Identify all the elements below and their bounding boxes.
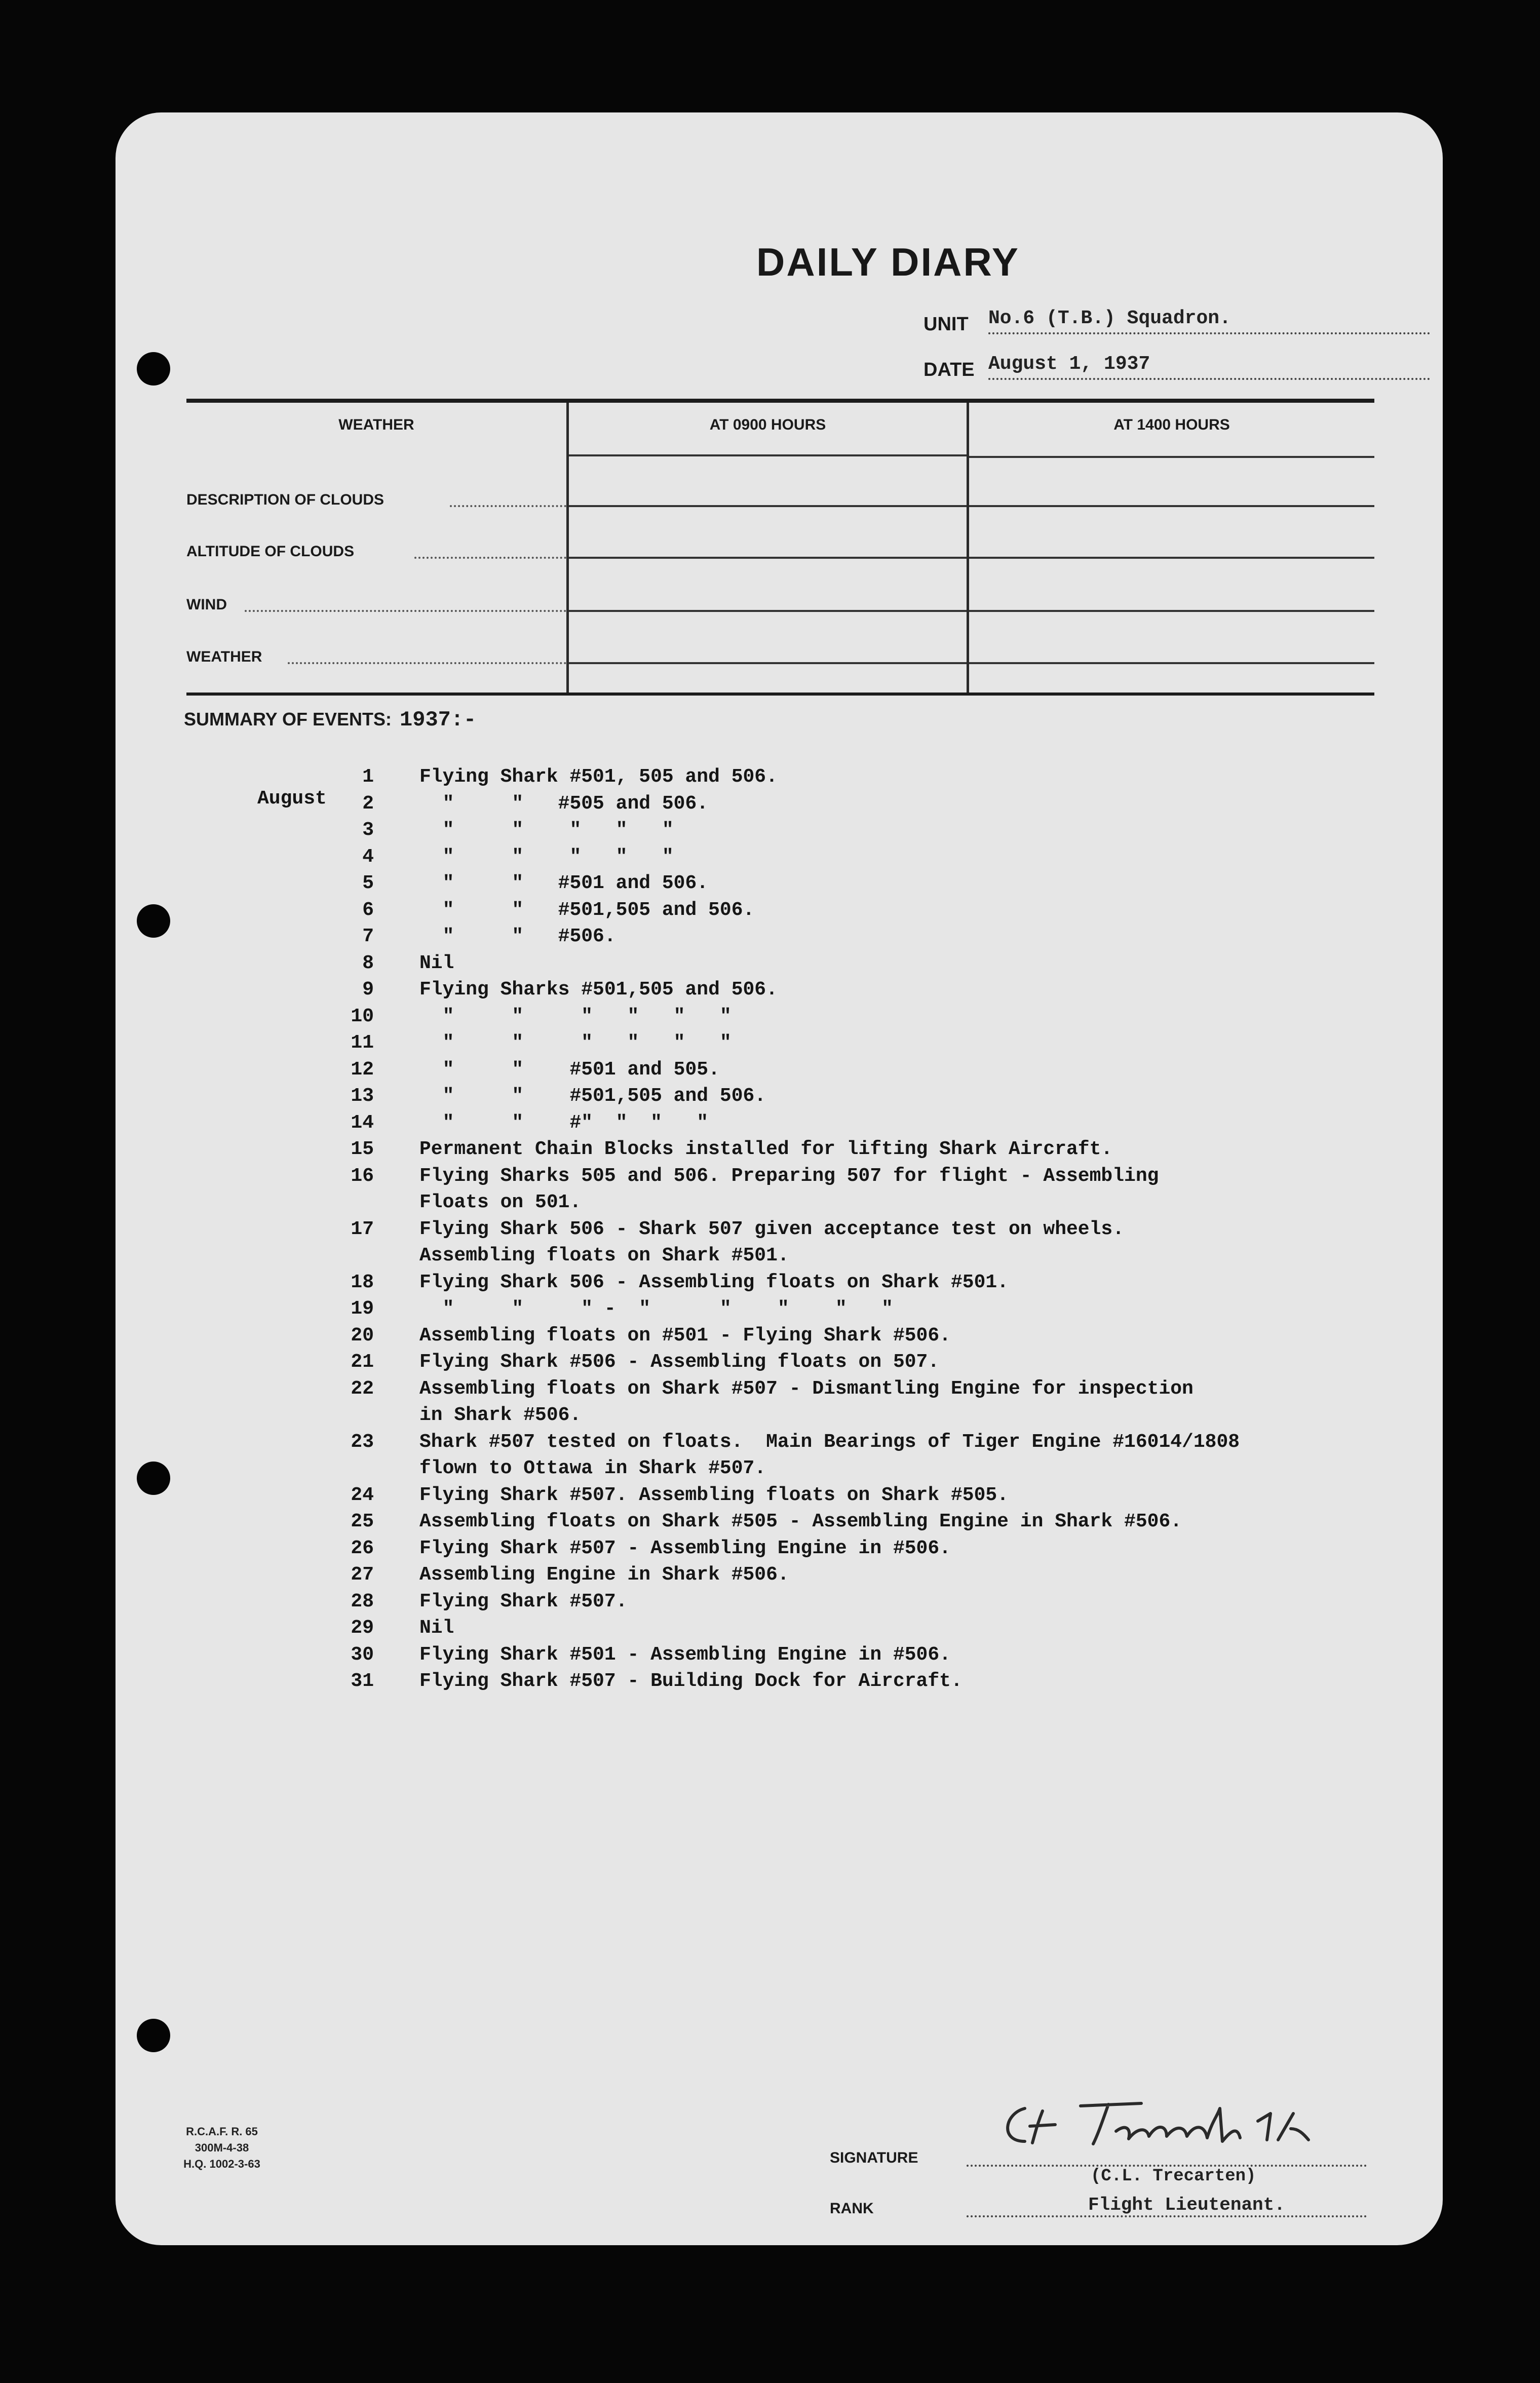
event-day: 18 [351, 1271, 374, 1293]
event-text: " " " " " " [419, 1032, 732, 1054]
weather-row-label: WIND [186, 596, 227, 613]
event-day: 15 [351, 1138, 374, 1160]
date-dotted-line [988, 378, 1430, 380]
dotted-line [414, 557, 566, 559]
summary-label: SUMMARY OF EVENTS: [184, 709, 392, 729]
summary-year: 1937:- [400, 708, 477, 732]
diary-page [115, 112, 1443, 2245]
event-text: Flying Shark #507 - Building Dock for Aircraft. [419, 1670, 962, 1692]
date-label: DATE [923, 359, 975, 380]
dotted-line [450, 505, 566, 507]
event-text: " " #" " " " [419, 1111, 709, 1134]
page-title: DAILY DIARY [756, 240, 1020, 284]
event-text: Flying Shark 506 - Shark 507 given acceptance test on wheels. [419, 1218, 1125, 1240]
event-day: 12 [351, 1058, 374, 1081]
weather-row-label: DESCRIPTION OF CLOUDS [186, 491, 384, 508]
event-day: 6 [362, 899, 374, 921]
date-value: August 1, 1937 [988, 353, 1150, 375]
event-text: Assembling floats on Shark #501. [419, 1245, 789, 1266]
rank-label: RANK [830, 2200, 874, 2217]
form-number-line: R.C.A.F. R. 65 [186, 2125, 258, 2138]
col-1400-header: AT 1400 HOURS [1113, 416, 1230, 433]
typed-name: (C.L. Trecarten) [1091, 2167, 1256, 2186]
event-text: Floats on 501. [419, 1191, 582, 1213]
event-day: 11 [351, 1032, 374, 1054]
event-day: 3 [362, 819, 374, 841]
event-text: " " " " " [419, 845, 674, 868]
event-text: in Shark #506. [419, 1404, 582, 1426]
rank-dotted-line [967, 2215, 1367, 2217]
dotted-line [288, 662, 566, 664]
event-text: Flying Sharks 505 and 506. Preparing 507 for flight - Assembling [419, 1165, 1159, 1187]
event-text: " " #501,505 and 506. [419, 1085, 766, 1107]
event-day: 30 [351, 1643, 374, 1666]
event-day: 25 [351, 1511, 374, 1532]
row-line [569, 662, 967, 664]
punch-hole [137, 352, 170, 386]
unit-dotted-line [988, 332, 1430, 334]
dotted-line [245, 610, 566, 612]
event-text: Flying Shark #507. [419, 1590, 628, 1612]
rank-value: Flight Lieutenant. [1088, 2195, 1285, 2215]
row-line [569, 557, 967, 559]
row-line [969, 662, 1374, 664]
event-text: Assembling floats on #501 - Flying Shark #506. [419, 1324, 951, 1347]
form-number [171, 2124, 273, 2172]
row-line [969, 610, 1374, 612]
event-day: 21 [351, 1351, 374, 1373]
header-underline-1400 [969, 456, 1374, 458]
month-label: August [257, 788, 327, 810]
event-text: Assembling floats on Shark #505 - Assembling Engine in Shark #506. [419, 1511, 1182, 1532]
event-text: Flying Shark #506 - Assembling floats on 507. [419, 1351, 940, 1373]
event-text: Assembling floats on Shark #507 - Dismantling Engine for inspection [419, 1377, 1194, 1400]
event-text: Nil [419, 952, 454, 974]
row-line [969, 505, 1374, 507]
event-day: 29 [351, 1617, 374, 1639]
event-text: " " #505 and 506. [419, 792, 709, 815]
event-text: Flying Sharks #501,505 and 506. [419, 979, 778, 1001]
event-day: 14 [351, 1111, 374, 1134]
signature-label: SIGNATURE [830, 2149, 918, 2166]
event-day: 8 [362, 952, 374, 974]
row-line [569, 610, 967, 612]
event-day: 7 [362, 926, 374, 947]
col-0900-header: AT 0900 HOURS [709, 416, 826, 433]
event-text: Flying Shark #507. Assembling floats on Shark #505. [419, 1484, 1009, 1506]
punch-hole [137, 1462, 170, 1495]
event-text: Shark #507 tested on floats. Main Bearings of Tiger Engine #16014/1808 [419, 1431, 1240, 1453]
signature-field [830, 2131, 1367, 2186]
date-field [923, 345, 1430, 381]
weather-table-divider-1 [566, 403, 569, 695]
event-day: 9 [362, 979, 374, 1001]
punch-hole [137, 2019, 170, 2052]
event-day: 5 [362, 872, 374, 894]
punch-hole [137, 904, 170, 938]
unit-label: UNIT [923, 314, 969, 335]
weather-col-header: WEATHER [338, 416, 414, 433]
event-day: 19 [351, 1298, 374, 1320]
event-text: Flying Shark #501, 505 and 506. [419, 766, 778, 788]
event-day: 2 [362, 792, 374, 815]
event-text: Permanent Chain Blocks installed for lifting Shark Aircraft. [419, 1138, 1113, 1160]
event-day: 4 [362, 845, 374, 868]
event-day: 24 [351, 1484, 374, 1506]
weather-table-top-rule [186, 399, 1374, 403]
event-text: Assembling Engine in Shark #506. [419, 1564, 789, 1586]
event-text: " " " " " " [419, 1005, 732, 1027]
weather-row-label: ALTITUDE OF CLOUDS [186, 543, 355, 560]
unit-value: No.6 (T.B.) Squadron. [988, 308, 1231, 329]
weather-row-label: WEATHER [186, 648, 262, 665]
event-text: " " " - " " " " " [419, 1298, 893, 1320]
event-day: 13 [351, 1085, 374, 1107]
event-text: " " " " " [419, 819, 674, 841]
event-text: flown to Ottawa in Shark #507. [419, 1457, 766, 1479]
summary-heading [184, 708, 476, 732]
event-day: 1 [362, 766, 374, 788]
event-day: 23 [351, 1431, 374, 1453]
event-day: 28 [351, 1590, 374, 1612]
event-text: " " #506. [419, 926, 616, 947]
form-number-line: 300M-4-38 [195, 2141, 249, 2154]
event-day: 31 [351, 1670, 374, 1692]
event-text: Nil [419, 1617, 454, 1639]
header-underline-0900 [569, 454, 967, 456]
weather-table-divider-2 [967, 403, 969, 695]
event-text: Flying Shark #507 - Assembling Engine in #506. [419, 1537, 951, 1559]
event-day: 17 [351, 1218, 374, 1240]
event-text: Flying Shark 506 - Assembling floats on Shark #501. [419, 1271, 1009, 1293]
event-text: " " #501 and 505. [419, 1058, 720, 1081]
event-month [115, 766, 327, 831]
event-day: 27 [351, 1564, 374, 1586]
unit-field [923, 300, 1430, 335]
form-number-line: H.Q. 1002-3-63 [183, 2158, 260, 2170]
event-day: 26 [351, 1537, 374, 1559]
weather-table-bottom-rule [186, 693, 1374, 696]
row-line [969, 557, 1374, 559]
event-day: 20 [351, 1324, 374, 1347]
event-day: 16 [351, 1165, 374, 1187]
event-day: 10 [351, 1005, 374, 1027]
rank-field [830, 2182, 1367, 2222]
event-text: Flying Shark #501 - Assembling Engine in #506. [419, 1643, 951, 1666]
event-day: 22 [351, 1377, 374, 1400]
event-text: " " #501 and 506. [419, 872, 709, 894]
row-line [569, 505, 967, 507]
event-text: " " #501,505 and 506. [419, 899, 755, 921]
